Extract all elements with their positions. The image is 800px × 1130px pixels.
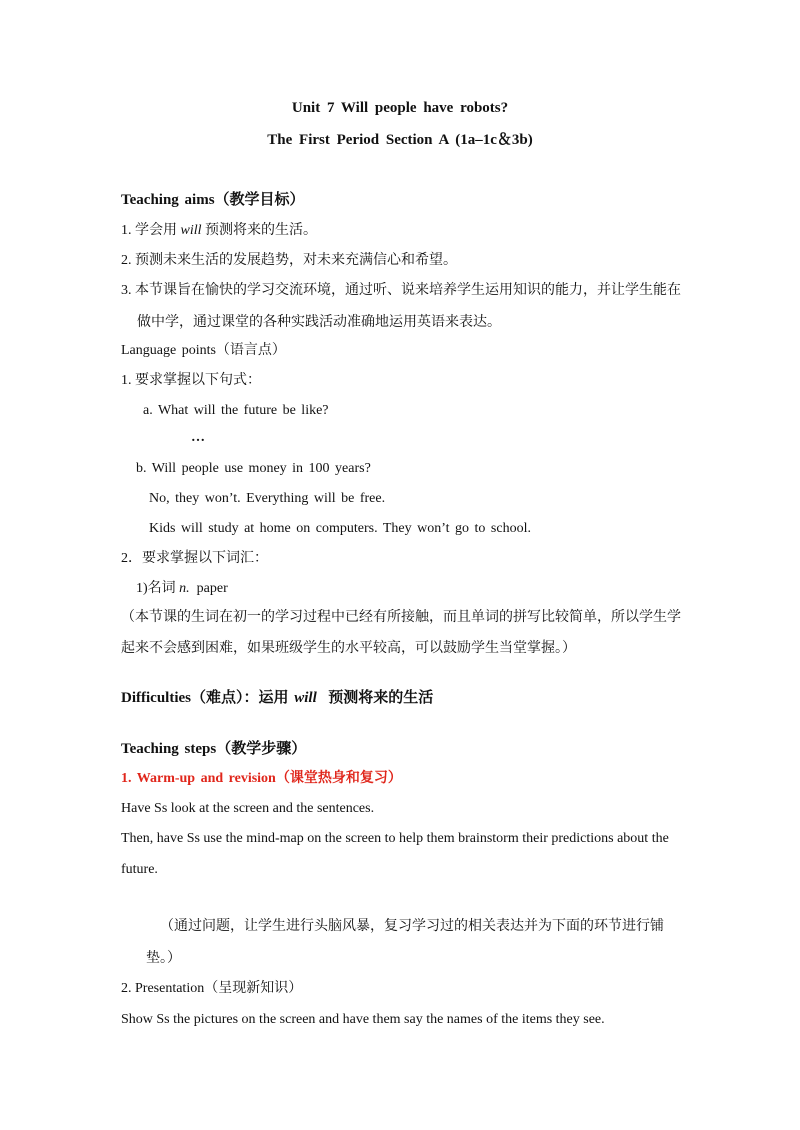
step-2-title: 2. Presentation（呈现新知识） (121, 981, 303, 996)
sentence-a: a. What will the future be like? (143, 403, 329, 418)
language-points-heading: Language points（语言点） (121, 343, 286, 358)
aim-item-3-line-2: 做中学，通过课堂的各种实践活动准确地运用英语来表达。 (137, 315, 501, 330)
difficulties-heading: Difficulties（难点）：运用 will 预测将来的生活 (121, 690, 434, 706)
aim-item-3-line-1: 3. 本节课旨在愉快的学习交流环境，通过听、说来培养学生运用知识的能力，并让学生能在 (121, 283, 681, 298)
step-1-note-line-2: 垫。） (146, 951, 181, 966)
sentence-b: b. Will people use money in 100 years? (136, 461, 371, 476)
vocabulary-note-line-1: （本节课的生词在初一的学习过程中已经有所接触，而且单词的拼写比较简单，所以学生学 (121, 610, 681, 625)
step-1-title: 1. Warm-up and revision（课堂热身和复习） (121, 771, 402, 786)
step-1-line-2: Then, have Ss use the mind-map on the screen to help them brainstorm their predictions about the (121, 831, 669, 846)
aim-item-1: 1. 学会用 will 预测将来的生活。 (121, 223, 318, 238)
vocabulary-note-line-2: 起来不会感到困难，如果班级学生的水平较高，可以鼓励学生当堂掌握。） (121, 641, 576, 656)
step-1-line-3: future. (121, 862, 158, 877)
sentence-b-answer-1: No, they won’t. Everything will be free. (149, 491, 386, 506)
aim-item-2: 2. 预测未来生活的发展趋势，对未来充满信心和希望。 (121, 253, 457, 268)
language-points-sub-1: 1. 要求掌握以下句式： (121, 373, 261, 388)
document-subtitle: The First Period Section A (1a–1c＆3b) (267, 132, 533, 148)
document-title: Unit 7 Will people have robots? (291, 100, 509, 116)
teaching-aims-heading: Teaching aims（教学目标） (121, 192, 305, 208)
teaching-steps-heading: Teaching steps（教学步骤） (121, 741, 307, 757)
step-2-line-1: Show Ss the pictures on the screen and have them say the names of the items they see. (121, 1012, 605, 1027)
vocabulary-item: 1)名词 n. paper (136, 581, 228, 596)
step-1-note-line-1: （通过问题，让学生进行头脑风暴，复习学习过的相关表达并为下面的环节进行铺 (160, 919, 664, 934)
ellipsis: … (191, 430, 205, 445)
language-points-sub-2: 2．要求掌握以下词汇： (121, 551, 268, 566)
sentence-b-answer-2: Kids will study at home on computers. They won’t go to school. (149, 521, 531, 536)
step-1-line-1: Have Ss look at the screen and the sentences. (121, 801, 375, 816)
